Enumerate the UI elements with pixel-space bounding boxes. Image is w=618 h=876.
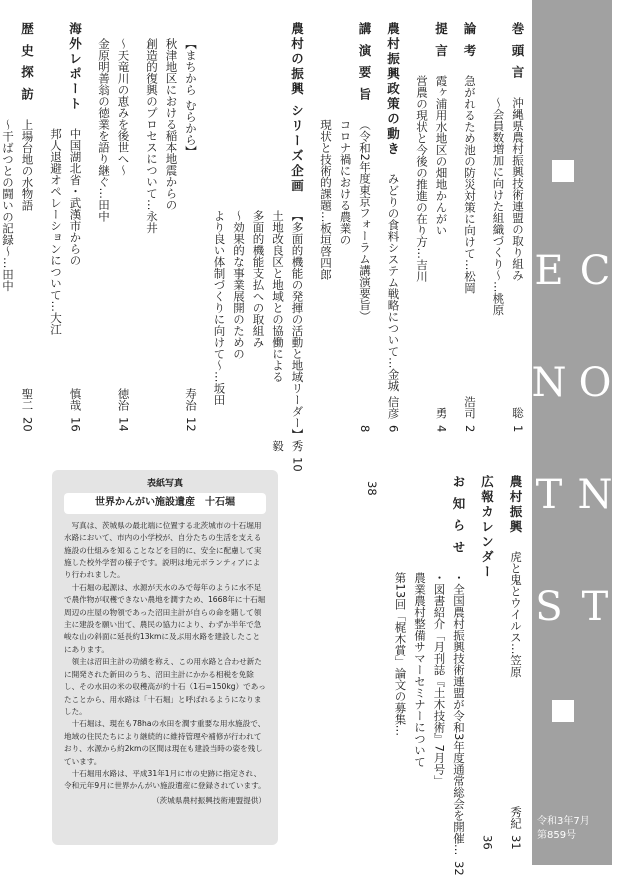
toc-line: 虎と鬼とウイルス…笠原 — [509, 551, 523, 678]
toc-entry[interactable] — [390, 475, 468, 876]
toc-line: 【多面的機能の発揮の活動と地域リーダー】 — [290, 209, 305, 440]
toc-line: 金原明善翁の徳業を語り継ぐ…田中 — [97, 38, 111, 222]
toc-section-heading: 論 考 — [462, 22, 477, 59]
toc-line: 【まちから むらから】 — [184, 38, 198, 157]
toc-author: 聡 — [511, 407, 525, 419]
cover-photo-caption — [52, 470, 278, 845]
toc-section-heading: 農村の振興 シリーズ企画 — [289, 22, 305, 194]
toc-page-number: 36 — [480, 835, 495, 850]
toc-section-heading: 海外レポート — [67, 22, 83, 112]
table-of-contents — [1, 22, 527, 472]
toc-entry[interactable] — [412, 22, 451, 432]
white-square-icon — [552, 160, 574, 182]
caption-paragraph: 十石堀用水路は、平成31年1月に市の史跡に指定され、令和元年9月に世界かんがい施設遺産に登録されています。 — [64, 768, 266, 791]
toc-entry[interactable] — [477, 475, 497, 850]
toc-section-heading: 巻 頭 言 — [510, 22, 525, 81]
issue-number: 第859号 — [537, 830, 577, 841]
toc-author: 聖二 — [20, 388, 35, 412]
toc-line: 急がれるため池の防災対策に向けて…松岡 — [463, 74, 477, 294]
toc-line: 営農の現状と今後の推進の在り方…吉川 — [415, 74, 429, 282]
toc-line: 沖縄県農村振興技術連盟の取り組み — [511, 96, 525, 281]
caption-title: 世界かんがい施設遺産 十石堀 — [64, 493, 266, 513]
toc-line: 上場台地の水物語 — [20, 118, 35, 211]
toc-section-heading: 農村振興政策の動き — [385, 22, 401, 157]
issue-info — [537, 815, 607, 843]
toc-line: みどりの食料システム戦略について…金城 — [386, 173, 401, 392]
toc-entry[interactable] — [506, 475, 526, 850]
table-of-contents-secondary — [365, 475, 525, 876]
toc-page-number: 14 — [116, 417, 131, 432]
toc-entry[interactable] — [316, 22, 375, 432]
toc-line: 多面的機能支払への取組み — [251, 209, 266, 348]
toc-line: 〜会員数増加に向けた組織づくり〜…桃原 — [491, 96, 506, 316]
toc-page-number: 38 — [365, 481, 379, 496]
toc-line: 〜天竜川の恵みを後世へ〜 — [116, 38, 131, 176]
caption-paragraph: 領主は沼田主計の功績を称え、この用水路と合わせ新たに開発された新田のうち、沼田主計にかかる相税を免除し、その水田の米の収穫高が約十石（1石=150kg）であったことから、用水路は「十石堀」と呼ばれるようになりました。 — [64, 657, 266, 716]
toc-line: 〜干ばつとの闘いの記録〜…田中 — [1, 118, 15, 292]
toc-line: コロナ禍における農業の — [338, 118, 353, 246]
toc-section-heading: 広報カレンダー — [479, 475, 495, 580]
toc-author: 浩司 — [463, 395, 477, 419]
toc-line: 農業農村整備サマーセミナーについて — [413, 571, 427, 768]
toc-page-number: 10 — [290, 457, 305, 472]
toc-line: ・図書紹介「月刊誌『土木技術』7月号」 — [432, 571, 447, 786]
toc-page-number: 1 — [511, 424, 525, 432]
toc-page-number: 16 — [68, 417, 83, 432]
toc-page-number: 12 — [184, 417, 198, 432]
toc-section-heading: 講 演 要 旨 — [357, 22, 372, 103]
toc-entry[interactable] — [460, 22, 480, 432]
toc-section-heading: 歴 史 探 訪 — [19, 22, 35, 103]
toc-line: 霞ヶ浦用水地区の畑地かんがい — [434, 74, 449, 236]
toc-line: 邦人退避オペレーションについて…大江 — [49, 128, 63, 335]
caption-paragraph: 十石堀は、現在も78haの水田を潤す重要な用水施設で、地域の住民たちにより継続的に維持管理や補修が行われており、水源から約2kmの区間は現在も建設当時の姿を残しています。 — [64, 719, 266, 766]
toc-entry[interactable] — [142, 22, 201, 432]
toc-line: ・全国農村振興技術連盟が令和3年度通常総会を開催… — [452, 571, 466, 855]
caption-label: 表紙写真 — [146, 479, 183, 489]
toc-page-number: 4 — [434, 424, 449, 432]
toc-entry[interactable] — [94, 22, 133, 432]
toc-page-number: 31 — [509, 835, 523, 850]
toc-author: 徳治 — [116, 388, 131, 412]
issue-date: 令和3年7月 — [537, 816, 590, 827]
toc-author: 勇 — [434, 407, 449, 419]
caption-paragraph: 写真は、茨城県の最北端に位置する北茨城市の十石堀用水路において、市内の小学校が、自分たちの生活を支える施設の仕組みを知ることなどを目的に、安全に配慮して実施した校外学習の様子です。説明は地元ボランティアにより行われました。 — [64, 520, 262, 580]
toc-line: 〜効果的な事業展開のための — [232, 209, 246, 360]
toc-line: 第13回「梶木賞」論文の募集… — [393, 571, 408, 736]
toc-line: （令和2年度東京フォーラム講演要旨） — [358, 118, 372, 322]
white-square-icon — [552, 700, 574, 722]
toc-page-number: 2 — [463, 424, 477, 432]
toc-page-number: 8 — [358, 424, 372, 432]
toc-entry[interactable] — [383, 22, 403, 432]
toc-line: 中国湖北省・武漢市からの — [68, 128, 83, 266]
caption-credit: （茨城県農村振興技術連盟提供） — [152, 795, 266, 805]
toc-author: 秀紀 — [509, 806, 523, 830]
toc-author: 信彦 — [386, 395, 401, 419]
toc-page-number: 6 — [386, 424, 401, 432]
toc-section-heading: お 知 ら せ — [451, 475, 466, 556]
toc-author: 慎哉 — [68, 388, 83, 412]
toc-page-number: 20 — [20, 417, 35, 432]
toc-author: 秀毅 — [271, 439, 305, 452]
toc-entry[interactable] — [488, 22, 527, 432]
toc-entry[interactable] — [0, 22, 37, 432]
toc-author: 寿治 — [184, 388, 198, 412]
toc-line: 現状と技術的課題…板垣啓四郎 — [319, 118, 333, 280]
toc-entry[interactable] — [209, 22, 307, 472]
toc-entry[interactable] — [46, 22, 85, 432]
toc-section-heading: 農村振興 — [508, 475, 523, 535]
contents-heading: C O N T E N T S — [526, 248, 618, 640]
caption-paragraph: 十石堀の起源は、水源が天水のみで毎年のように水不足で農作物が収穫できない農地を潤すため、1668年に十石堀周辺の庄屋の物領であった沼田主計が自らの命を賭して領主に建設を願い出て、農民の協力により、わずか半年で急峻な山の斜面に延長約13kmに及ぶ用水路を建設したことにあります。 — [64, 582, 266, 654]
toc-line: 秋津地区における稲本地震からの — [164, 38, 179, 211]
toc-line: 創造的復興のプロセスについて…永井 — [145, 38, 159, 234]
toc-line: 土地改良区と地域との協働による — [271, 209, 285, 383]
toc-page-number: 32 — [452, 860, 466, 876]
toc-section-heading: 提 言 — [433, 22, 449, 59]
toc-line: より良い体制づくりに向けて〜…坂田 — [212, 209, 227, 406]
